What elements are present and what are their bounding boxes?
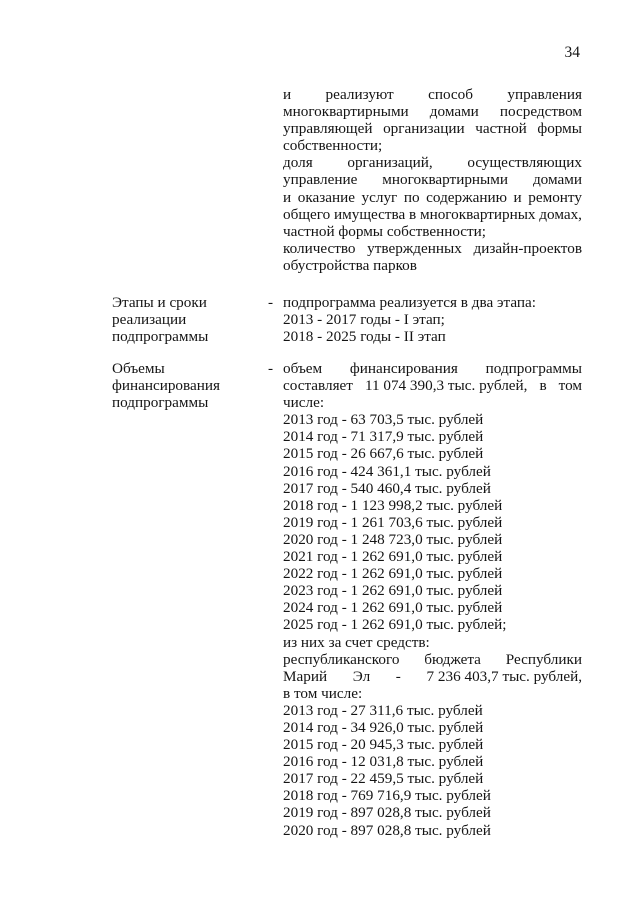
- indicator-line: собственности;: [283, 137, 383, 155]
- funding-year-row: 2014 год - 71 317,9 тыс. рублей: [283, 428, 484, 446]
- funding-intro-line: [283, 377, 582, 394]
- funding-label-line: Объемы: [112, 360, 165, 377]
- word: формы: [537, 120, 582, 138]
- funding-year-row: 2020 год - 1 248 723,0 тыс. рублей: [283, 530, 503, 548]
- word: 7 236 403,7 тыс. рублей,: [426, 667, 582, 685]
- funding-content: [283, 360, 582, 839]
- word: и: [283, 86, 292, 103]
- word: бюджета: [424, 650, 481, 668]
- word: республиканского: [283, 650, 400, 668]
- page-number: 34: [564, 44, 580, 61]
- republic-year-row: 2015 год - 20 945,3 тыс. рублей: [283, 736, 484, 754]
- word: по: [403, 188, 420, 206]
- word: ремонту: [528, 188, 582, 206]
- word: оказание: [297, 188, 355, 206]
- word: том: [558, 377, 582, 395]
- word: 11 074 390,3 тыс. рублей,: [364, 377, 528, 395]
- funding-label-line: финансирования: [112, 377, 220, 395]
- word: подпрограммы: [485, 360, 582, 377]
- funding-intro-line: [283, 360, 582, 377]
- word: и: [283, 188, 292, 206]
- indicator-line: [283, 206, 582, 223]
- indicator-line: частной формы собственности;: [283, 222, 487, 240]
- republic-year-row: 2019 год - 897 028,8 тыс. рублей: [283, 804, 491, 822]
- word: дизайн-проектов: [473, 239, 582, 257]
- word: в: [409, 205, 417, 223]
- stages-label-line: реализации: [112, 311, 187, 329]
- funding-year-row: 2025 год - 1 262 691,0 тыс. рублей;: [283, 616, 507, 634]
- word: Марий: [283, 667, 328, 685]
- word: имущества: [333, 205, 406, 223]
- funding-year-row: 2021 год - 1 262 691,0 тыс. рублей: [283, 548, 503, 566]
- word: домах,: [539, 205, 582, 223]
- word: доля: [283, 154, 313, 172]
- republic-budget-line: в том числе:: [283, 684, 363, 702]
- word: домами: [429, 103, 479, 121]
- funding-dash: -: [268, 360, 274, 377]
- funding-year-row: 2017 год - 540 460,4 тыс. рублей: [283, 479, 491, 497]
- word: утвержденных: [367, 239, 462, 257]
- word: многоквартирными: [283, 103, 409, 121]
- word: услуг: [361, 188, 398, 206]
- funding-year-row: 2024 год - 1 262 691,0 тыс. рублей: [283, 599, 503, 617]
- word: финансирования: [349, 360, 458, 377]
- stages-label-line: подпрограммы: [112, 328, 209, 346]
- funding-intro-line: числе:: [283, 394, 325, 412]
- stages-line: подпрограмма реализуется в два этапа:: [283, 294, 536, 311]
- stages-line: 2018 - 2025 годы - II этап: [283, 328, 446, 346]
- funding-label-line: подпрограммы: [112, 394, 209, 412]
- stages-label-line: Этапы и сроки: [112, 294, 207, 311]
- word: многоквартирных: [419, 205, 536, 223]
- funding-label: [112, 360, 262, 411]
- word: управления: [507, 86, 582, 103]
- funding-sources-heading: из них за счет средств:: [283, 633, 430, 651]
- word: многоквартирными: [382, 171, 508, 189]
- word: посредством: [499, 103, 582, 121]
- republic-budget-line: [283, 668, 582, 685]
- word: в: [539, 377, 547, 395]
- republic-year-row: 2020 год - 897 028,8 тыс. рублей: [283, 821, 491, 839]
- indicator-line: [283, 171, 582, 188]
- stages-line: 2013 - 2017 годы - I этап;: [283, 311, 445, 329]
- word: и: [513, 188, 522, 206]
- indicator-line: [283, 154, 582, 171]
- funding-year-row: 2022 год - 1 262 691,0 тыс. рублей: [283, 565, 503, 583]
- word: способ: [428, 86, 473, 103]
- word: управляющей: [283, 120, 373, 138]
- word: общего: [283, 205, 331, 223]
- indicator-line: [283, 189, 582, 206]
- word: Эл: [352, 667, 371, 685]
- indicator-line: [283, 103, 582, 120]
- word: домами: [532, 171, 582, 189]
- indicator-line: обустройства парков: [283, 256, 417, 274]
- funding-year-row: 2015 год - 26 667,6 тыс. рублей: [283, 445, 484, 463]
- indicator-line: [283, 86, 582, 103]
- republic-year-row: 2018 год - 769 716,9 тыс. рублей: [283, 787, 491, 805]
- funding-year-row: 2013 год - 63 703,5 тыс. рублей: [283, 411, 484, 429]
- republic-year-row: 2014 год - 34 926,0 тыс. рублей: [283, 718, 484, 736]
- word: частной: [475, 120, 527, 138]
- word: реализуют: [325, 86, 394, 103]
- word: количество: [283, 239, 356, 257]
- stages-content: [283, 294, 582, 345]
- word: содержанию: [426, 188, 507, 206]
- stages-dash: -: [268, 294, 274, 311]
- word: осуществляющих: [467, 154, 582, 172]
- republic-budget-line: [283, 651, 582, 668]
- indicator-line: [283, 240, 582, 257]
- indicators-content: [283, 86, 582, 274]
- funding-year-row: 2016 год - 424 361,1 тыс. рублей: [283, 462, 491, 480]
- word: объем: [283, 360, 323, 377]
- funding-year-row: 2018 год - 1 123 998,2 тыс. рублей: [283, 496, 503, 514]
- word: составляет: [283, 377, 353, 395]
- word: Республики: [505, 650, 582, 668]
- funding-year-row: 2019 год - 1 261 703,6 тыс. рублей: [283, 513, 503, 531]
- indicator-line: [283, 120, 582, 137]
- republic-year-row: 2016 год - 12 031,8 тыс. рублей: [283, 753, 484, 771]
- word: -: [395, 667, 401, 685]
- republic-year-row: 2017 год - 22 459,5 тыс. рублей: [283, 770, 484, 788]
- word: организации: [383, 120, 465, 138]
- word: организаций,: [347, 154, 433, 172]
- stages-label: [112, 294, 262, 345]
- republic-year-row: 2013 год - 27 311,6 тыс. рублей: [283, 701, 483, 719]
- word: управление: [283, 171, 358, 189]
- funding-year-row: 2023 год - 1 262 691,0 тыс. рублей: [283, 582, 503, 600]
